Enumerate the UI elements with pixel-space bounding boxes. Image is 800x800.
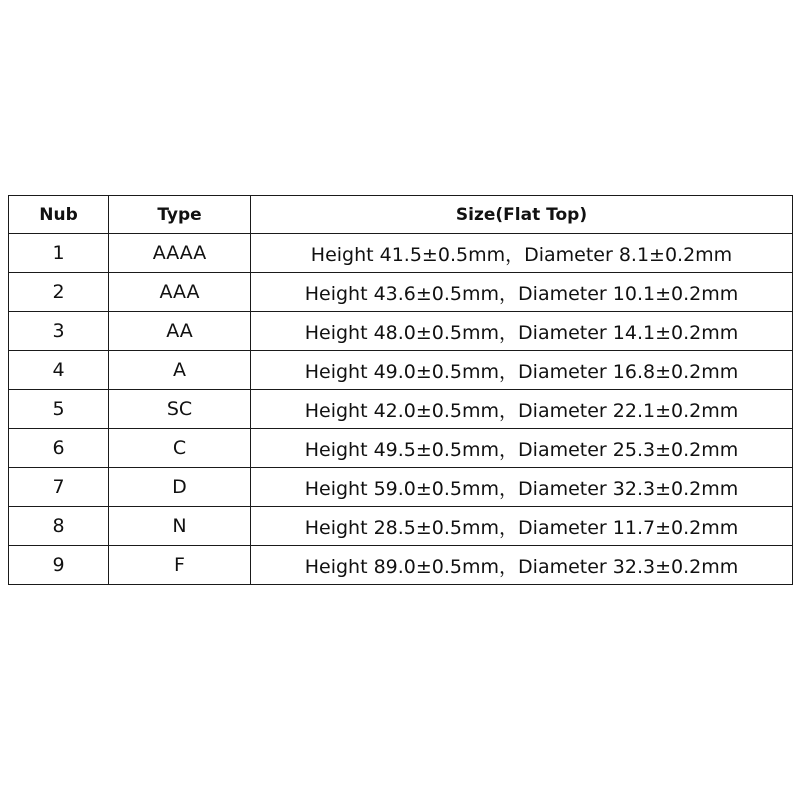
battery-size-table-container bbox=[8, 195, 792, 585]
cell-nub: 8 bbox=[9, 507, 109, 546]
cell-type: AAA bbox=[109, 273, 251, 312]
header-nub: Nub bbox=[9, 196, 109, 234]
cell-type: A bbox=[109, 351, 251, 390]
cell-size: Height 49.0±0.5mm，Diameter 16.8±0.2mm bbox=[251, 351, 793, 390]
header-type: Type bbox=[109, 196, 251, 234]
cell-nub: 5 bbox=[9, 390, 109, 429]
cell-nub: 4 bbox=[9, 351, 109, 390]
cell-size: Height 42.0±0.5mm，Diameter 22.1±0.2mm bbox=[251, 390, 793, 429]
table-row bbox=[9, 312, 793, 351]
table-row bbox=[9, 273, 793, 312]
table-header-row bbox=[9, 196, 793, 234]
cell-size: Height 89.0±0.5mm，Diameter 32.3±0.2mm bbox=[251, 546, 793, 585]
table-row bbox=[9, 351, 793, 390]
header-size: Size(Flat Top) bbox=[251, 196, 793, 234]
cell-nub: 7 bbox=[9, 468, 109, 507]
cell-type: F bbox=[109, 546, 251, 585]
table-row bbox=[9, 234, 793, 273]
cell-type: AAAA bbox=[109, 234, 251, 273]
cell-size: Height 41.5±0.5mm，Diameter 8.1±0.2mm bbox=[251, 234, 793, 273]
cell-type: C bbox=[109, 429, 251, 468]
cell-nub: 3 bbox=[9, 312, 109, 351]
cell-size: Height 48.0±0.5mm，Diameter 14.1±0.2mm bbox=[251, 312, 793, 351]
cell-size: Height 59.0±0.5mm，Diameter 32.3±0.2mm bbox=[251, 468, 793, 507]
table-row bbox=[9, 468, 793, 507]
cell-size: Height 43.6±0.5mm，Diameter 10.1±0.2mm bbox=[251, 273, 793, 312]
table-row bbox=[9, 390, 793, 429]
cell-size: Height 49.5±0.5mm，Diameter 25.3±0.2mm bbox=[251, 429, 793, 468]
table-row bbox=[9, 429, 793, 468]
cell-nub: 9 bbox=[9, 546, 109, 585]
cell-nub: 2 bbox=[9, 273, 109, 312]
cell-type: D bbox=[109, 468, 251, 507]
battery-size-table bbox=[8, 195, 793, 585]
cell-type: AA bbox=[109, 312, 251, 351]
cell-nub: 1 bbox=[9, 234, 109, 273]
cell-nub: 6 bbox=[9, 429, 109, 468]
cell-type: N bbox=[109, 507, 251, 546]
cell-type: SC bbox=[109, 390, 251, 429]
table-row bbox=[9, 507, 793, 546]
cell-size: Height 28.5±0.5mm，Diameter 11.7±0.2mm bbox=[251, 507, 793, 546]
table-row bbox=[9, 546, 793, 585]
